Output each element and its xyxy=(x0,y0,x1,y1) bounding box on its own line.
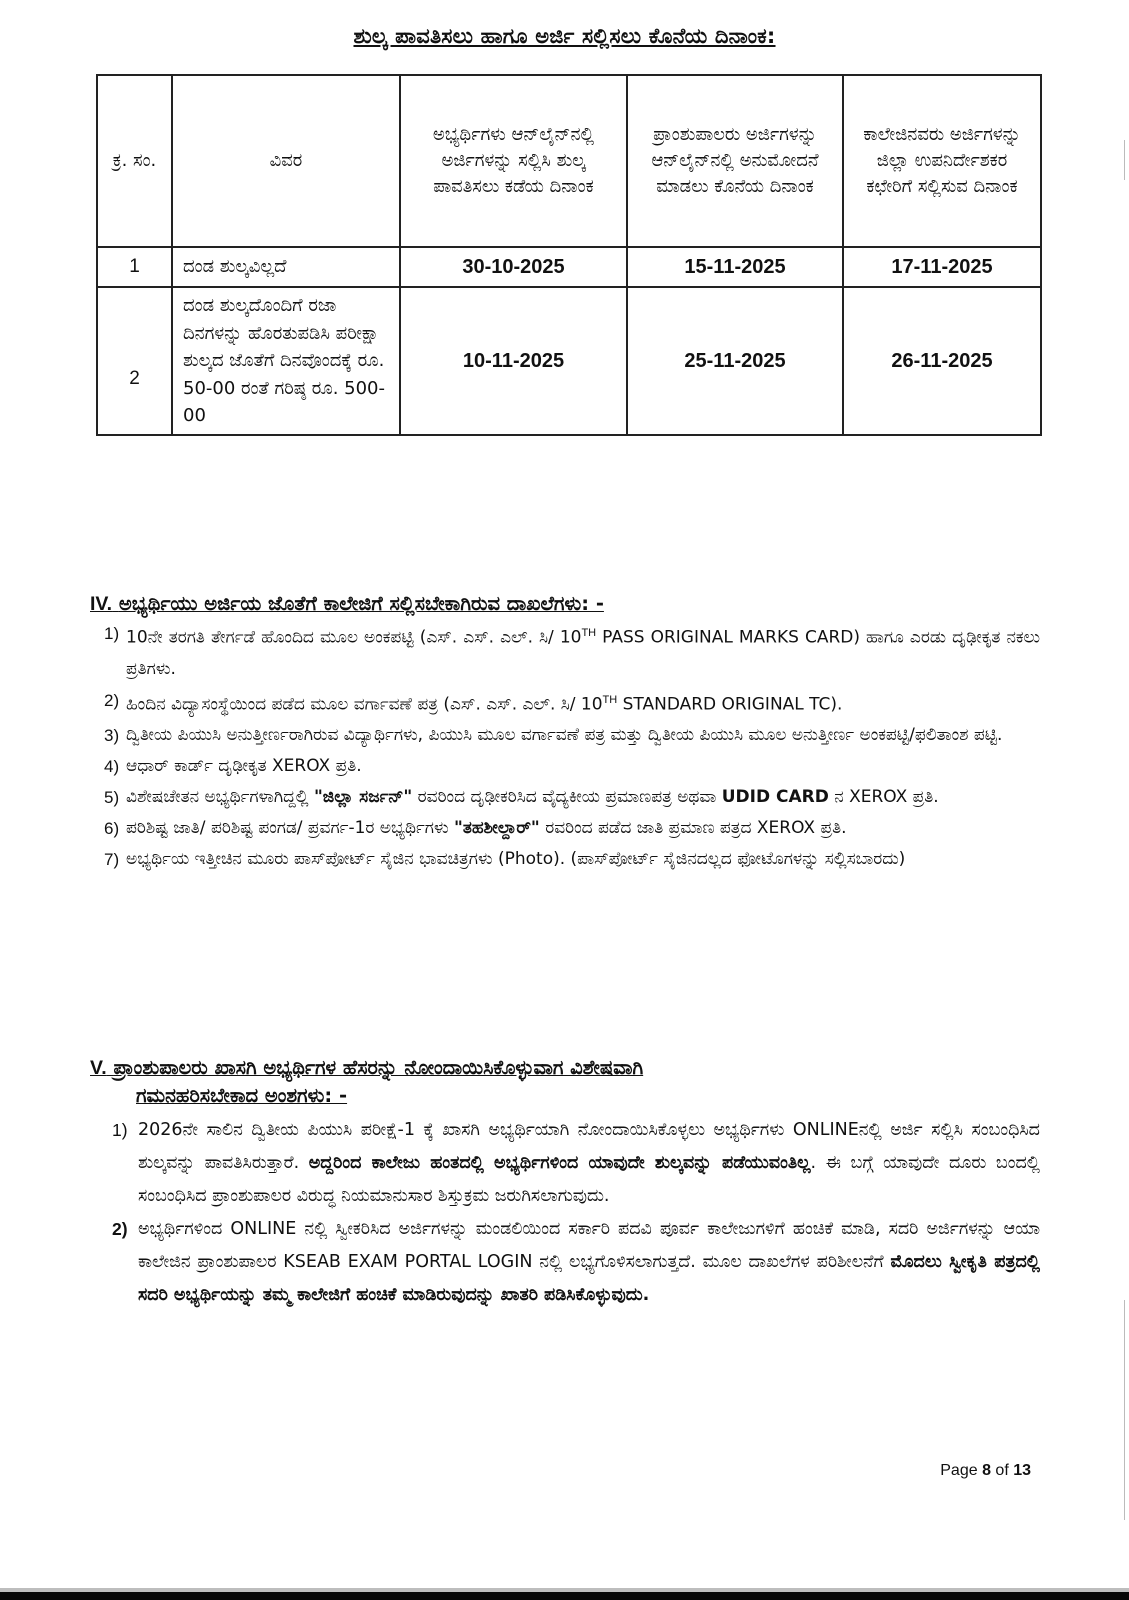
row-description: ದಂಡ ಶುಲ್ಕದೊಂದಿಗೆ ರಜಾ ದಿನಗಳನ್ನು ಹೊರತುಪಡಿಸಿ ಪರೀಕ್ಷಾ ಶುಲ್ಕದ ಜೊತೆಗೆ ದಿನವೊಂದಕ್ಕೆ ರೂ. 50-00 ರಂತೆ ಗರಿಷ್ಠ ರೂ. 500-00 xyxy=(172,287,400,435)
list-item-text: ಅಭ್ಯರ್ಥಿಗಳಿಂದ ONLINE ನಲ್ಲಿ ಸ್ವೀಕರಿಸಿದ ಅರ್ಜಿಗಳನ್ನು ಮಂಡಲಿಯಿಂದ ಸರ್ಕಾರಿ ಪದವಿ ಪೂರ್ವ ಕಾಲೇಜುಗಳಿಗೆ ಹಂಚಿಕೆ ಮಾಡಿ, ಸದರಿ ಅರ್ಜಿಗಳನ್ನು ಆಯಾ ಕಾಲೇಜಿನ ಪ್ರಾಂಶುಪಾಲರ KSEAB EXAM PORTAL LOGIN ನಲ್ಲಿ ಲಭ್ಯಗೊಳಿಸಲಾಗುತ್ತದೆ. ಮೂಲ ದಾಖಲೆಗಳ ಪರಿಶೀಲನೆಗೆ xyxy=(138,1219,1040,1272)
section-number: V. xyxy=(90,1057,107,1079)
section-heading-line1: ಪ್ರಾಂಶುಪಾಲರು ಖಾಸಗಿ ಅಭ್ಯರ್ಥಿಗಳ ಹೆಸರನ್ನು ನೋಂದಾಯಿಸಿಕೊಳ್ಳುವಾಗ ವಿಶೇಷವಾಗಿ xyxy=(113,1056,644,1079)
list-item-text: . ಈ ಬಗ್ಗೆ ಯಾವುದೇ ದೂರು ಬಂದಲ್ಲಿ ಸಂಬಂಧಿಸಿದ ಪ್ರಾಂಶುಪಾಲರ ವಿರುದ್ಧ ನಿಯಮಾನುಸಾರ ಶಿಸ್ತುಕ್ರಮ ಜರುಗಿಸಲಾಗುವುದು. xyxy=(138,1153,1040,1206)
list-item xyxy=(90,751,1040,782)
scan-margin-mark xyxy=(1124,1300,1125,1520)
list-item-text: PASS ORIGINAL MARKS CARD) ಹಾಗೂ ಎರಡು ದೃಢೀಕೃತ ನಕಲು ಪ್ರತಿಗಳು. xyxy=(126,627,1040,679)
list-item-text: 2026ನೇ ಸಾಲಿನ ದ್ವಿತೀಯ ಪಿಯುಸಿ ಪರೀಕ್ಷೆ-1 ಕ್ಕೆ ಖಾಸಗಿ ಅಭ್ಯರ್ಥಿಯಾಗಿ ನೋಂದಾಯಿಸಿಕೊಳ್ಳಲು ಅಭ್ಯರ್ಥಿಗಳು ONLINEನಲ್ಲಿ ಅರ್ಜಿ ಸಲ್ಲಿಸಿ ಸಂಬಂಧಿಸಿದ ಶುಲ್ಕವನ್ನು ಪಾವತಿಸಿರುತ್ತಾರೆ. xyxy=(138,1120,1040,1173)
table-header-row xyxy=(97,75,1041,247)
row-online-payment-date: 10-11-2025 xyxy=(400,287,627,435)
row-principal-approval-date: 15-11-2025 xyxy=(627,247,843,287)
page-number xyxy=(940,1462,1031,1480)
list-item-text: ಆಧಾರ್ ಕಾರ್ಡ್ ದೃಢೀಕೃತ XEROX ಪ್ರತಿ. xyxy=(126,756,362,777)
section-principal-instructions xyxy=(90,1054,1040,1312)
list-item xyxy=(90,1213,1040,1312)
list-item-text: ರವರಿಂದ ದೃಢೀಕರಿಸಿದ ವೈದ್ಯಕೀಯ ಪ್ರಮಾಣಪತ್ರ ಅಥವಾ xyxy=(412,787,722,808)
emphasized-text: "ಜಿಲ್ಲಾ ಸರ್ಜನ್" xyxy=(313,787,413,808)
list-item-text: ಅಭ್ಯರ್ಥಿಯ ಇತ್ತೀಚಿನ ಮೂರು ಪಾಸ್‌ಪೋರ್ಟ್ ಸೈಜಿನ ಭಾವಚಿತ್ರಗಳು (Photo). (ಪಾಸ್‌ಪೋರ್ಟ್ ಸೈಜಿನದಲ್ಲದ ಫೋಟೊಗಳನ್ನು ಸಲ್ಲಿಸಬಾರದು) xyxy=(126,849,906,870)
row-online-payment-date: 30-10-2025 xyxy=(400,247,627,287)
table-row xyxy=(97,287,1041,435)
page-total: 13 xyxy=(1013,1462,1031,1479)
emphasized-text: ಅದ್ದರಿಂದ ಕಾಲೇಜು ಹಂತದಲ್ಲಿ ಅಭ್ಯರ್ಥಿಗಳಿಂದ ಯಾವುದೇ ಶುಲ್ಕವನ್ನು ಪಡೆಯುವಂತಿಲ್ಲ xyxy=(308,1153,811,1173)
list-item xyxy=(90,782,1040,813)
list-item-number: 6) xyxy=(104,819,120,839)
header-principal-approval-deadline: ಪ್ರಾಂಶುಪಾಲರು ಅರ್ಜಿಗಳನ್ನು ಆನ್‌ಲೈನ್‌ನಲ್ಲಿ ಅನುಮೋದನೆ ಮಾಡಲು ಕೊನೆಯ ದಿನಾಂಕ xyxy=(627,75,843,247)
page-of-label: of xyxy=(990,1462,1014,1479)
header-ddpu-submission-date: ಕಾಲೇಜಿನವರು ಅರ್ಜಿಗಳನ್ನು ಜಿಲ್ಲಾ ಉಪನಿರ್ದೇಶಕರ ಕಛೇರಿಗೆ ಸಲ್ಲಿಸುವ ದಿನಾಂಕ xyxy=(843,75,1041,247)
superscript-text: TH xyxy=(581,627,597,639)
list-item xyxy=(90,1114,1040,1213)
emphasized-text: UDID CARD xyxy=(721,787,829,808)
header-description: ವಿವರ xyxy=(172,75,400,247)
scan-bottom-edge xyxy=(0,1592,1129,1600)
list-item-number: 7) xyxy=(104,850,120,870)
required-documents-list xyxy=(90,618,1040,875)
list-item-text: ರವರಿಂದ ಪಡೆದ ಜಾತಿ ಪ್ರಮಾಣ ಪತ್ರದ XEROX ಪ್ರತಿ. xyxy=(539,818,847,839)
list-item-number: 2) xyxy=(104,690,120,710)
section-heading xyxy=(90,1054,1040,1110)
page-title: ಶುಲ್ಕ ಪಾವತಿಸಲು ಹಾಗೂ ಅರ್ಜಿ ಸಲ್ಲಿಸಲು ಕೊನೆಯ ದಿನಾಂಕ: xyxy=(353,24,776,48)
row-ddpu-submission-date: 17-11-2025 xyxy=(843,247,1041,287)
header-online-payment-deadline: ಅಭ್ಯರ್ಥಿಗಳು ಆನ್‌ಲೈನ್‌ನಲ್ಲಿ ಅರ್ಜಿಗಳನ್ನು ಸಲ್ಲಿಸಿ ಶುಲ್ಕ ಪಾವತಿಸಲು ಕಡೆಯ ದಿನಾಂಕ xyxy=(400,75,627,247)
list-item-number: 1) xyxy=(112,1120,128,1140)
table-row xyxy=(97,247,1041,287)
row-ddpu-submission-date: 26-11-2025 xyxy=(843,287,1041,435)
page-current: 8 xyxy=(982,1462,991,1479)
section-heading-line2: ಗಮನಹರಿಸಬೇಕಾದ ಅಂಶಗಳು: - xyxy=(136,1084,348,1107)
list-item-text: ವಿಶೇಷಚೇತನ ಅಭ್ಯರ್ಥಿಗಳಾಗಿದ್ದಲ್ಲಿ xyxy=(126,787,314,808)
list-item-number: 2) xyxy=(112,1219,128,1239)
scan-margin-mark xyxy=(1124,140,1125,180)
list-item-text: ದ್ವಿತೀಯ ಪಿಯುಸಿ ಅನುತ್ತೀರ್ಣರಾಗಿರುವ ವಿದ್ಯಾರ್ಥಿಗಳು, ಪಿಯುಸಿ ಮೂಲ ವರ್ಗಾವಣೆ ಪತ್ರ ಮತ್ತು ದ್ವಿತೀಯ ಪಿಯುಸಿ ಮೂಲ ಅನುತ್ತೀರ್ಣ ಅಂಕಪಟ್ಟಿ/ಫಲಿತಾಂಶ ಪಟ್ಟಿ. xyxy=(126,725,1003,746)
list-item-number: 1) xyxy=(104,624,120,643)
list-item-number: 5) xyxy=(104,788,120,808)
list-item-text: 10ನೇ ತರಗತಿ ತೇರ್ಗಡೆ ಹೊಂದಿದ ಮೂಲ ಅಂಕಪಟ್ಟಿ (ಎಸ್. ಎಸ್. ಎಲ್. ಸಿ/ 10 xyxy=(126,627,582,648)
row-description: ದಂಡ ಶುಲ್ಕವಿಲ್ಲದೆ xyxy=(172,247,400,287)
section-heading xyxy=(90,590,1040,618)
list-item-text: ಹಿಂದಿನ ವಿದ್ಯಾಸಂಸ್ಥೆಯಿಂದ ಪಡೆದ ಮೂಲ ವರ್ಗಾವಣೆ ಪತ್ರ (ಎಸ್. ಎಸ್. ಎಲ್. ಸಿ/ 10 xyxy=(126,694,603,715)
row-principal-approval-date: 25-11-2025 xyxy=(627,287,843,435)
emphasized-text: "ತಹಶೀಲ್ದಾರ್" xyxy=(454,818,540,839)
emphasized-text: ಮೊದಲು ಸ್ವೀಕೃತಿ ಪತ್ರದಲ್ಲಿ ಸದರಿ ಅಭ್ಯರ್ಥಿಯನ್ನು ತಮ್ಮ ಕಾಲೇಜಿಗೆ ಹಂಚಿಕೆ ಮಾಡಿರುವುದನ್ನು ಖಾತರಿ ಪಡಿಸಿಕೊಳ್ಳುವುದು. xyxy=(138,1252,1040,1305)
row-serial-no: 1 xyxy=(97,247,172,287)
list-item xyxy=(90,618,1040,685)
header-serial-no: ಕ್ರ. ಸಂ. xyxy=(97,75,172,247)
row-serial-no: 2 xyxy=(97,287,172,435)
list-item-number: 4) xyxy=(104,757,120,777)
principal-instructions-list xyxy=(90,1114,1040,1312)
list-item-text: STANDARD ORIGINAL TC). xyxy=(617,694,843,715)
list-item-text: ನ XEROX ಪ್ರತಿ. xyxy=(828,787,939,808)
list-item-number: 3) xyxy=(104,726,120,746)
section-number: IV. xyxy=(90,593,113,615)
list-item-text: ಪರಿಶಿಷ್ಟ ಜಾತಿ/ ಪರಿಶಿಷ್ಟ ಪಂಗಡ/ ಪ್ರವರ್ಗ-1ರ ಅಭ್ಯರ್ಥಿಗಳು xyxy=(126,818,454,839)
list-item xyxy=(90,685,1040,721)
superscript-text: TH xyxy=(602,693,618,706)
section-heading-text: ಅಭ್ಯರ್ಥಿಯು ಅರ್ಜಿಯ ಜೊತೆಗೆ ಕಾಲೇಜಿಗೆ ಸಲ್ಲಿಸಬೇಕಾಗಿರುವ ದಾಖಲೆಗಳು: - xyxy=(118,592,604,615)
list-item xyxy=(90,813,1040,844)
section-required-documents xyxy=(90,590,1040,875)
fee-deadline-table xyxy=(96,74,1042,436)
list-item xyxy=(90,720,1040,751)
page-label: Page xyxy=(940,1462,983,1479)
list-item xyxy=(90,844,1040,875)
